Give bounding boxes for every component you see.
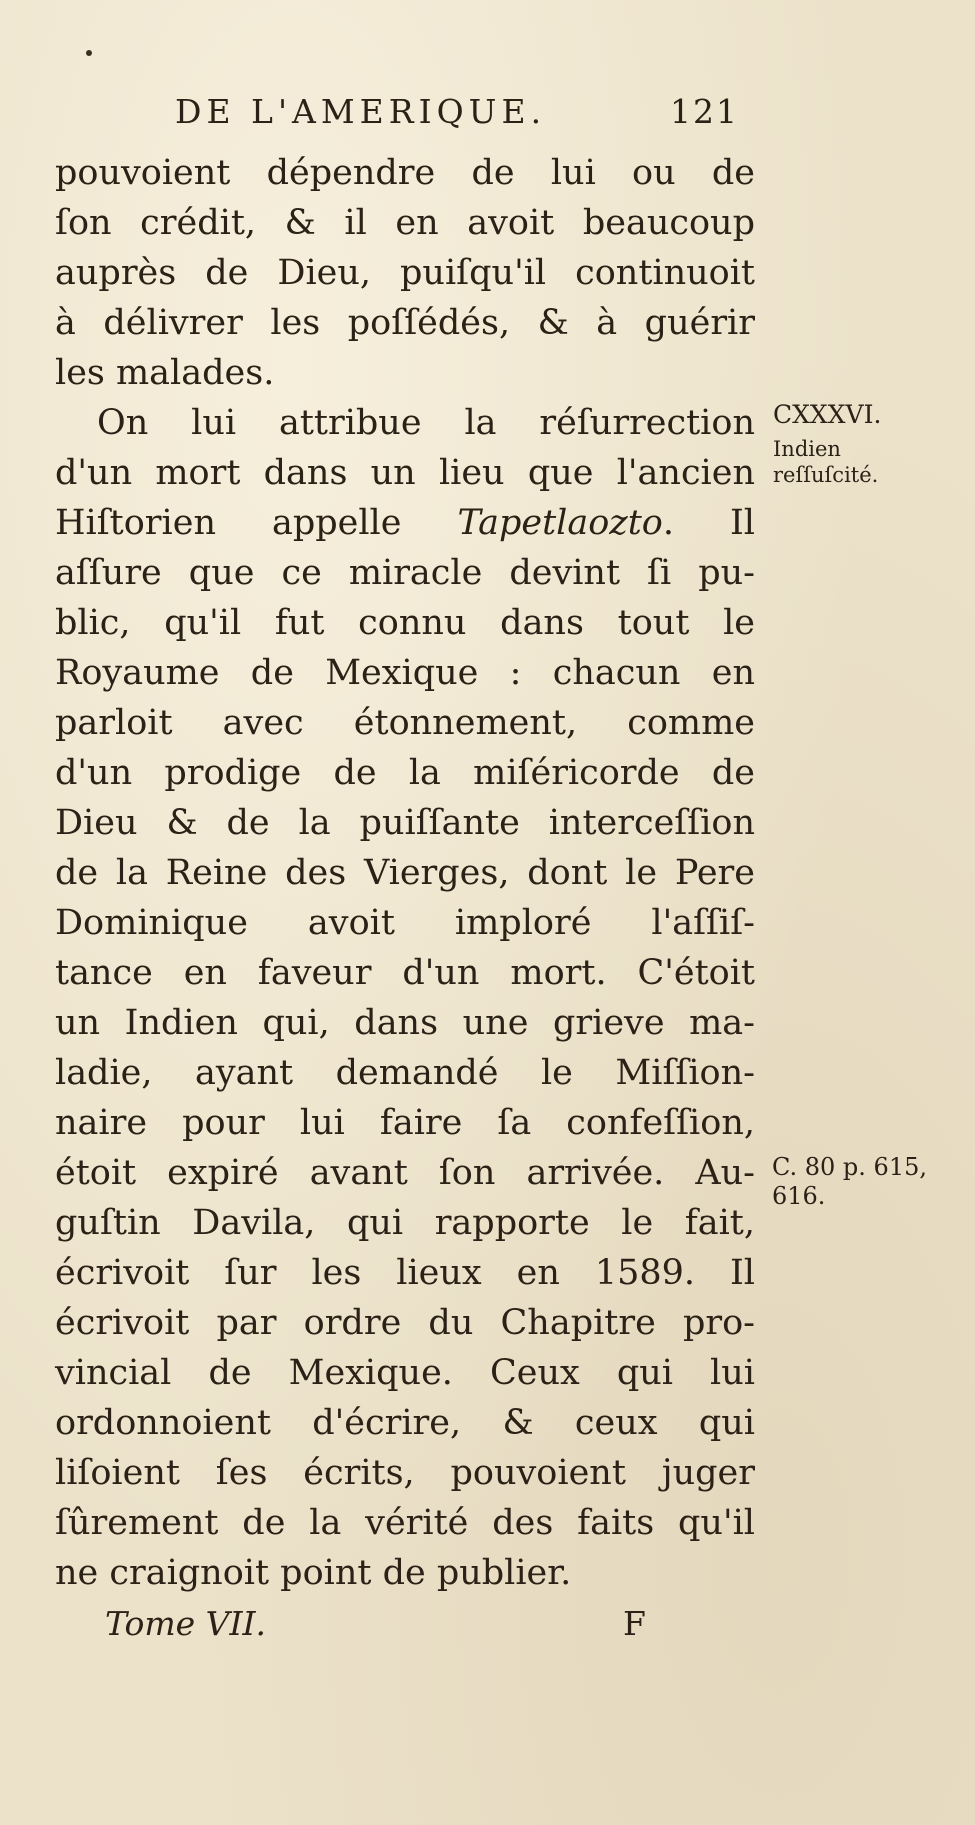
margin-section-title: Indien reſſuſcité. <box>773 437 879 487</box>
text-line: étoit expiré avant ſon arrivée. Au- <box>55 1153 755 1193</box>
text-line: écrivoit par ordre du Chapitre pro- <box>55 1303 755 1343</box>
text-line: Royaume de Mexique : chacun en <box>55 653 755 693</box>
text-line: tance en faveur d'un mort. C'étoit <box>55 953 755 993</box>
text-line: blic, qu'il fut connu dans tout le <box>55 603 755 643</box>
text-line: ordonnoient d'écrire, & ceux qui <box>55 1403 755 1443</box>
text-line: écrivoit ſur les lieux en 1589. Il <box>55 1253 755 1293</box>
text-line: parloit avec étonnement, comme <box>55 703 755 743</box>
text-fragment: . Il <box>662 503 755 543</box>
text-line: vincial de Mexique. Ceux qui lui <box>55 1353 755 1393</box>
text-line: On lui attribue la réſurrection <box>97 403 755 443</box>
text-line: ladie, ayant demandé le Miſſion- <box>55 1053 755 1093</box>
text-line: ne craignoit point de publier. <box>55 1553 572 1593</box>
margin-citation: C. 80 p. 615, <box>772 1153 927 1181</box>
text-line: d'un prodige de la miſéricorde de <box>55 753 755 793</box>
text-line: les malades. <box>55 353 275 393</box>
text-line: aſſure que ce miracle devint ſi pu- <box>55 553 755 593</box>
signature-mark: F <box>623 1604 646 1643</box>
page-number: 121 <box>670 92 739 131</box>
text-line: de la Reine des Vierges, dont le Pere <box>55 853 755 893</box>
ink-dot <box>86 50 92 56</box>
signature-label: Tome VII. <box>105 1604 267 1643</box>
margin-section-number: CXXXVI. <box>773 400 882 429</box>
text-line: d'un mort dans un lieu que l'ancien <box>55 453 755 493</box>
text-line: pouvoient dépendre de lui ou de <box>55 153 755 193</box>
text-fragment: Hiſtorien appelle <box>55 503 458 543</box>
text-line: à délivrer les poſſédés, & à guérir <box>55 303 755 343</box>
text-line: Dominique avoit imploré l'aſſiſ- <box>55 903 755 943</box>
running-head <box>175 92 739 131</box>
text-line: Dieu & de la puiſſante interceſſion <box>55 803 755 843</box>
text-line: auprès de Dieu, puiſqu'il continuoit <box>55 253 755 293</box>
text-line: guſtin Davila, qui rapporte le fait, <box>55 1203 755 1243</box>
text-line-with-place-name <box>55 498 755 548</box>
running-head-title: DE L'AMERIQUE. <box>175 92 547 131</box>
text-line: ſûrement de la vérité des faits qu'il <box>55 1503 755 1543</box>
place-name: Tapetlaozto <box>457 503 663 543</box>
text-line: liſoient ſes écrits, pouvoient juger <box>55 1453 755 1493</box>
text-line: naire pour lui faire ſa confeſſion, <box>55 1103 755 1143</box>
margin-citation-continued: 616. <box>772 1182 826 1210</box>
text-line: un Indien qui, dans une grieve ma- <box>55 1003 755 1043</box>
text-line: ſon crédit, & il en avoit beaucoup <box>55 203 755 243</box>
